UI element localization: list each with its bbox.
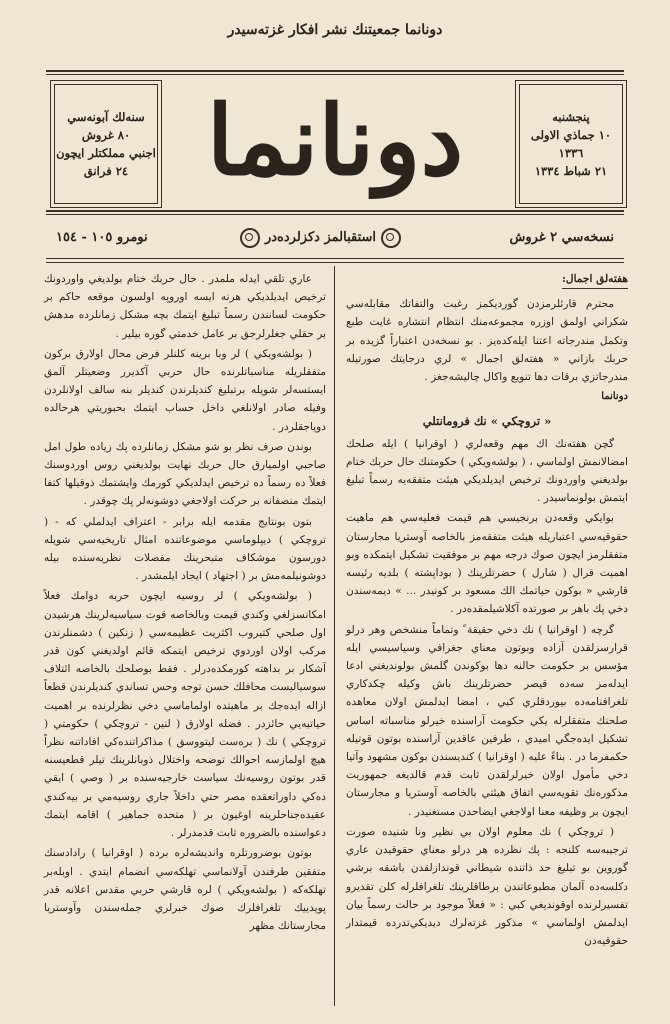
article-paragraph: بوتون بوضرورتلره واندیشه‌لره برده ( اوقرانيا ) رادادسنك متفقين طرفندن آولانماسي تهلكه‌سي انضمام ايتدي . اوبله‌بر تهلكه‌كه ( بولشه‌ويكي ) لره قارشي حربي مقدس اعلانه قدر پويدييك تلغرافلرك صوك خبرلري جمله‌سندن وآوستريا مجارستانك مظهر xyxy=(44,847,326,933)
info-rule-2 xyxy=(46,262,624,263)
intro-paragraph: محترم قارئلرمزدن گورديكمز رغبت والتفاتك مقابله‌سي شكراني اولمق اوزره مجموعه‌منك انتظام انتشاره غايت طبع وتكمل مندرجاته اعتنا ايله‌كده‌يز . بو نسخه‌دن اعتباراً گزيده بر حربك بازاني « هفته‌لق اجمال » لري درجايتك صورتيله مندرجاتزي برقات دها تنويع واكال چاليشه‌جغز . xyxy=(346,298,628,384)
section-label: هفته‌لق اجمال: xyxy=(562,270,628,289)
article-paragraph: بتون بونتايج مقدمه ايله برابر - اعتراف ايدلملي كه - ( تروچكي ) ديپلوماسي موضوعاتنده امثال تاريخيه‌سي شويله دورسون موشكاف متبحرينك مفصلات نظريه‌سنده بيله دوشونيلمه‌مش بر ( اجتهاد ) ايجاد ايلمشدر . xyxy=(44,515,326,583)
top-line: دونانما جمعيتنك نشر افكار غزته‌سيدر xyxy=(227,22,443,38)
slogan-text: استقبالمز دكزلرده‌در xyxy=(264,230,376,245)
article-paragraph: بوايكي وقعه‌دن برنجيسي هم قيمت فعليه‌سي هم ماهيت حقوقيه‌سي اعتباريله هيئت متفقه‌مز بالخاصه آوستريا مجارستان متفقلرمز ايچون صوك درجه مهم بر موفقيت تشكيل ايتمكده وبو اهميت قرال ( شارل ) حضرتلرينك ( بوداپشته ) بلديه رئيسه قارشي « بوكون حياتمك الك مسعود بر كونيدر ... » ديمه‌سندن دخي پك باهر بر صورتده آكلاشيلمقده‌در . xyxy=(346,512,628,616)
subscription-box xyxy=(54,84,158,204)
date-box xyxy=(519,84,623,204)
rumi-date: ٢١ شباط ١٣٣٤ xyxy=(534,164,608,178)
hijri-date: ١٠ جماذي الاولى ١٣٣٦ xyxy=(530,128,612,160)
issue-number: نومرو ١٠٥ - ١٥٤ xyxy=(56,230,148,245)
article-paragraph: گچن هفته‌نك اك مهم وقعه‌لري ( اوقرانيا ) ايله صلحك امضالانمش اولماسي ، ( بولشه‌ويكي ) حكومتنك حال حربك ختام بولديغني واوردونك ترخيص ايديلديكي هيئت متفقه‌يه رسماً تبليغ ايتمش بولونماسيدر . xyxy=(346,437,628,505)
article-paragraph: عاري تلقي ايدله ملمدر . حال حربك ختام بولديغي واوردونك ترخيص ايديلديكي هرنه ايسه اوروپه اولسون موقعه حاكم بر حكومت لسانندن رسماً تبليغ ايتمك بچه مشكل زمانلرده مدهش بر حقلي جغلرلرجق بر عامل خدمتي گوره بيلير . xyxy=(44,273,326,340)
subscription-label: سنه‌لك آبونه‌سي xyxy=(67,110,145,124)
slogan xyxy=(235,225,406,251)
article-paragraph: ( بولشه‌ويكي ) لر وبا برينه كلنلر فرض محال اولارق بركون متفقلريله مناسباتلرنده حال حربي آكديرر وضعيتلر آلمق ايستسه‌لر شويله برتبليغ كنديلرندن كنديلر بنه سالف اولانلردن وفيله صادر اولانلغي داخل حساب ايتمك بحبوريتي هرحالده دوياجقلردر . xyxy=(44,347,326,433)
info-bar xyxy=(46,225,624,251)
masthead-rule xyxy=(46,210,624,212)
article-heading: « تروچكي » نك فرومانتلي xyxy=(422,414,552,429)
article-paragraph: ( بولشه‌ويكي ) لر روسيه ايچون حربه دوامك فعلاً امكانسزلغي وكندي قيمت وبالخاصه قوت سياسيه‌لرينك هرشيدن اول صلحي كتيروب اكثريت عظيمه‌سي ( زنكين ) دشمنلرندن مركب اولان اوردوي ترخيص ايتمكه قائم اولديغني كون قدر آشكار بر بداهته كورمكده‌درلر . فقط بوصلحك بالخاصه ائتلاف سوسياليست محافلك حسن توجه وحس تساندي كنديلرندن قطعاً ازاله ايده‌جك بر ماهيتده اولماماسي دخي نظرلرنده بر اهميت حياتيه‌يي حائزدر . فضله اولارق ( لنين - تروچكي ) حكومتي ( تروچكي ) نك ( بره‌ست ليتووسق ) مذاكراتنده‌كي افاداتنه نظراً هيچ اولمازسه احوالك توضحه واختلال ذوبانلرينك تيلر قطعيسنه قدر بوتون روسيه‌نك سياست خارجيه‌سنده بر ( وصي ) ايقي ده‌كي داوراتعقده مصر حتي داخلاً جاري روسيه‌مي بر بيه‌كندي عقيده‌جناحلرينه اوغيون بر ( متحده جماهير ) اقامه ايتمك دعواسنده بالضروره ثابت قدمدرلر . xyxy=(44,590,326,840)
article-paragraph: ( تروچكي ) نك معلوم اولان بي نظير ونا شنيده صورت ترجيبه‌سه كلنجه : پك نظرده هر درلو معناي حقوقيدن عاري گوروين بو تبليغ حد ذاتنده شيطاني قوندازلقدن باشقه برشي دكلسه‌ده آلمان مطبوعاتندن برطاقلرينك تلغرافلرله كلن تقديرو تفسيرلرنده اوقونديغي كبي : « فعلاً موجود بر حالت رسماً بيان ايدلمش اولماسي » مذكور غزته‌لرك ديديكي‌تدرده قيمتدار حقوقيه‌دن xyxy=(346,825,628,948)
spiral-ornament-icon xyxy=(240,228,260,248)
column-divider xyxy=(334,266,335,1006)
top-rule-thin xyxy=(46,74,624,75)
masthead-title: دونانما xyxy=(206,84,464,197)
article-paragraph: گرچه ( اوقرانيا ) نك دخي حقيقة ً وتماماً منشخص وهر درلو قرارسزلقدن آزاده وبوتون معناي جغرافي وسياسيسي ايله مؤسس بر حكومت حالنه دها بوكوندن گلمش بولونديغني ادعا ايدله‌مز سه‌ده قيصر حضرتلرينك باش وكيله چكدكاري تلغرافنامه‌ده بيوردقلري كبي ، امضا ايدلمش اولان معاهده صلحنك متفقلرله يكي حكومت آراسنده خيرلو مناسباته اساس تشكيل ايده‌جگي اميدي ، طرفين عاقدين آراسنده بوتون قوتيله حكمفرما در . بناءً عليه ( اوقرانيا ) كنديسندن بوكون مشهود وآتيا دخي مأمول اولان خيرلرلقدن ثابت قدم قالديغه جمهوريت مذكوره‌نك تقويه‌سي اتفاق هيئتي بالخاصه آوستريا و مجارستان ايچون بر وظيفه معنا اولاجغي ايضاحدن مستغنيدر . xyxy=(346,623,628,818)
issue-price: نسخه‌سي ٢ غروش xyxy=(509,230,614,245)
right-column xyxy=(346,270,628,952)
foreign-label: اجنبي مملكتلر ايچون xyxy=(56,146,156,160)
masthead-rule-thin xyxy=(46,214,624,215)
info-rule xyxy=(46,258,624,259)
left-column xyxy=(44,270,326,937)
subscription-price: ٨٠ غروش xyxy=(81,128,131,142)
weekday: پنجشنبه xyxy=(552,110,590,124)
intro-signature: دونانما xyxy=(601,391,628,403)
foreign-price: ٢٤ فرانق xyxy=(83,164,129,178)
article-paragraph: بوندن صرف نظر بو شو مشكل زمانلرده پك زياده طول امل صاحبي اولميارق حال حربك نهايت بولديغني روس اوردوسنك فعلاً ده رسماً ده ترخيص ايدلديكي كورمك وايشتمك ذوقيلها كتفا ايتمك منصفانه بر حركت اولاجغي دوشونه‌لر پك چوقدر . xyxy=(44,440,326,508)
spiral-ornament-icon xyxy=(381,228,401,248)
top-rule xyxy=(46,70,624,72)
